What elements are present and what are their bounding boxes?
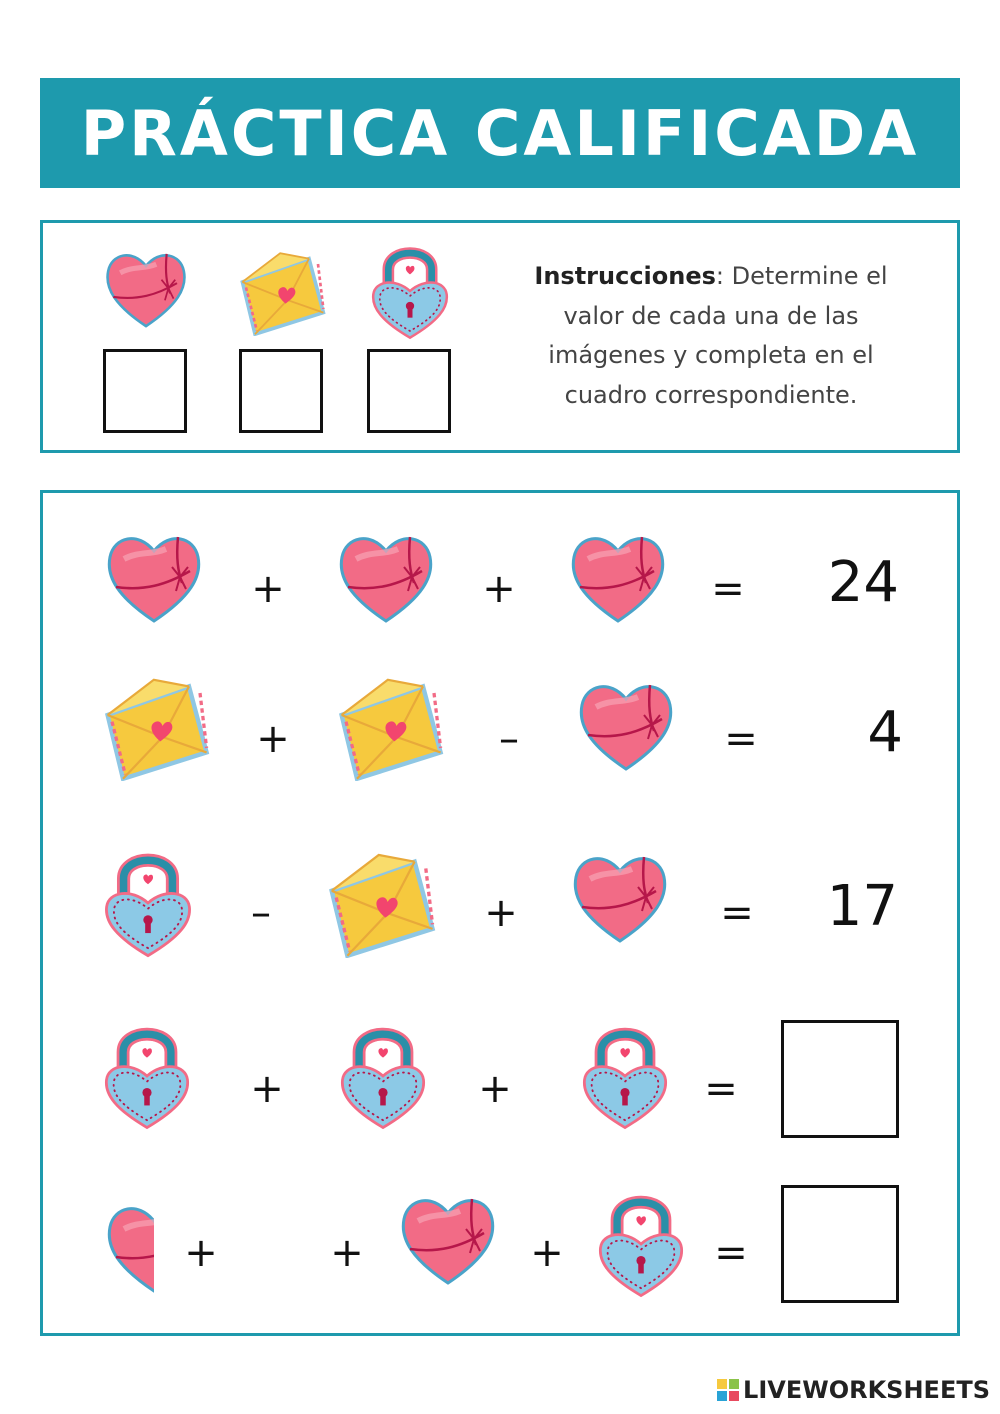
- envelope-icon: [325, 841, 437, 963]
- heart-icon: [567, 849, 673, 949]
- envelope-icon: [237, 241, 327, 341]
- equals-sign: =: [704, 1066, 738, 1112]
- operator: +: [478, 1066, 512, 1112]
- envelope-icon: [101, 667, 211, 785]
- padlock-icon: [337, 1015, 429, 1137]
- equals-sign: =: [711, 566, 745, 612]
- heart-answer-box[interactable]: [103, 349, 187, 433]
- envelope-answer-box[interactable]: [239, 349, 323, 433]
- padlock-icon: [595, 1183, 687, 1305]
- legend-item-envelope: [237, 241, 327, 433]
- operator: +: [251, 566, 285, 612]
- half-envelope-icon: [203, 1183, 313, 1303]
- heart-icon: [333, 529, 439, 629]
- operator: +: [330, 1230, 364, 1276]
- operator: –: [499, 716, 519, 762]
- instructions-text: : Determine el valor de cada una de las imágenes y completa en el cuadro correspondiente.: [548, 262, 888, 409]
- heart-icon: [395, 1191, 501, 1291]
- liveworksheets-logo-icon: [717, 1379, 739, 1401]
- instructions: [531, 257, 891, 415]
- operator: +: [256, 716, 290, 762]
- heart-icon: [565, 529, 671, 629]
- equals-sign: =: [714, 1230, 748, 1276]
- instructions-label: Instrucciones: [534, 262, 716, 290]
- result-value: 24: [827, 550, 899, 615]
- page-title: PRÁCTICA CALIFICADA: [80, 96, 920, 170]
- title-banner: [40, 78, 960, 188]
- padlock-icon: [579, 1015, 671, 1137]
- padlock-icon: [365, 241, 455, 341]
- legend-item-padlock: [365, 241, 455, 433]
- result-value: 4: [867, 700, 903, 765]
- operator: +: [184, 1230, 218, 1276]
- operator: +: [484, 890, 518, 936]
- legend-item-heart: [101, 241, 191, 433]
- operator: +: [250, 1066, 284, 1112]
- result-value: 17: [826, 874, 898, 939]
- operator: +: [530, 1230, 564, 1276]
- heart-icon: [101, 247, 191, 333]
- padlock-icon: [101, 1015, 193, 1137]
- operator: +: [482, 566, 516, 612]
- heart-icon: [101, 529, 207, 629]
- operator: –: [251, 890, 271, 936]
- footer-brand: [717, 1376, 990, 1404]
- heart-icon: [573, 677, 679, 777]
- equals-sign: =: [724, 716, 758, 762]
- padlock-answer-box[interactable]: [367, 349, 451, 433]
- envelope-icon: [335, 667, 445, 785]
- result-answer-box[interactable]: [781, 1185, 899, 1303]
- equals-sign: =: [720, 890, 754, 936]
- padlock-icon: [101, 843, 195, 963]
- equations-panel: [40, 490, 960, 1336]
- result-answer-box[interactable]: [781, 1020, 899, 1138]
- footer-brand-text: LIVEWORKSHEETS: [743, 1376, 990, 1404]
- legend-panel: [40, 220, 960, 453]
